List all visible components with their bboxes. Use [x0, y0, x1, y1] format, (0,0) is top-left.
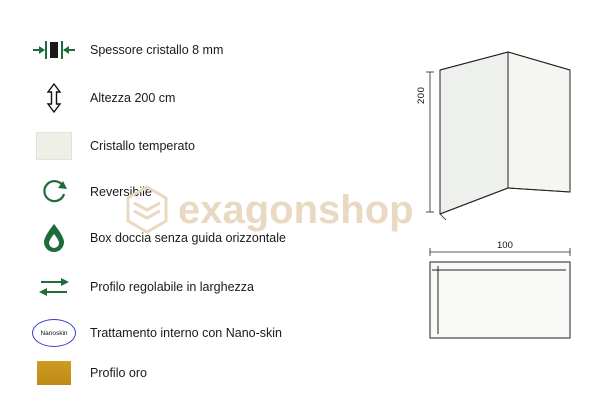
glass-swatch-icon	[28, 127, 80, 165]
feature-label: Profilo oro	[90, 366, 147, 380]
width-dimension-label: 100	[497, 240, 513, 251]
gold-swatch-icon	[28, 354, 80, 392]
feature-item-glass	[28, 126, 195, 166]
reversible-arrow-icon	[28, 173, 80, 211]
feature-item-gold-profile	[28, 353, 147, 393]
feature-item-no-rail	[28, 218, 286, 258]
feature-item-reversible	[28, 172, 152, 212]
feature-label: Cristallo temperato	[90, 139, 195, 153]
water-drop-icon	[28, 219, 80, 257]
feature-item-adjustable	[28, 267, 254, 307]
watermark-text: exagonshop	[178, 187, 414, 232]
feature-item-thickness	[28, 30, 223, 70]
feature-label: Reversibile	[90, 185, 152, 199]
adjustable-arrows-icon	[28, 268, 80, 306]
nanoskin-icon	[28, 314, 80, 352]
feature-label: Profilo regolabile in larghezza	[90, 280, 254, 294]
thickness-arrows-icon	[28, 31, 80, 69]
nanoskin-icon-text: Nanoskin	[32, 319, 76, 347]
feature-item-height	[28, 78, 175, 118]
feature-label: Altezza 200 cm	[90, 91, 176, 105]
feature-label: Spessore cristallo 8 mm	[90, 43, 224, 57]
height-double-arrow-icon	[28, 79, 80, 117]
feature-item-nanoskin	[28, 313, 282, 353]
feature-label: Box doccia senza guida orizzontale	[90, 231, 286, 245]
technical-drawings	[400, 0, 600, 400]
feature-label: Trattamento interno con Nano-skin	[90, 326, 282, 340]
height-dimension-label: 200	[416, 86, 427, 104]
